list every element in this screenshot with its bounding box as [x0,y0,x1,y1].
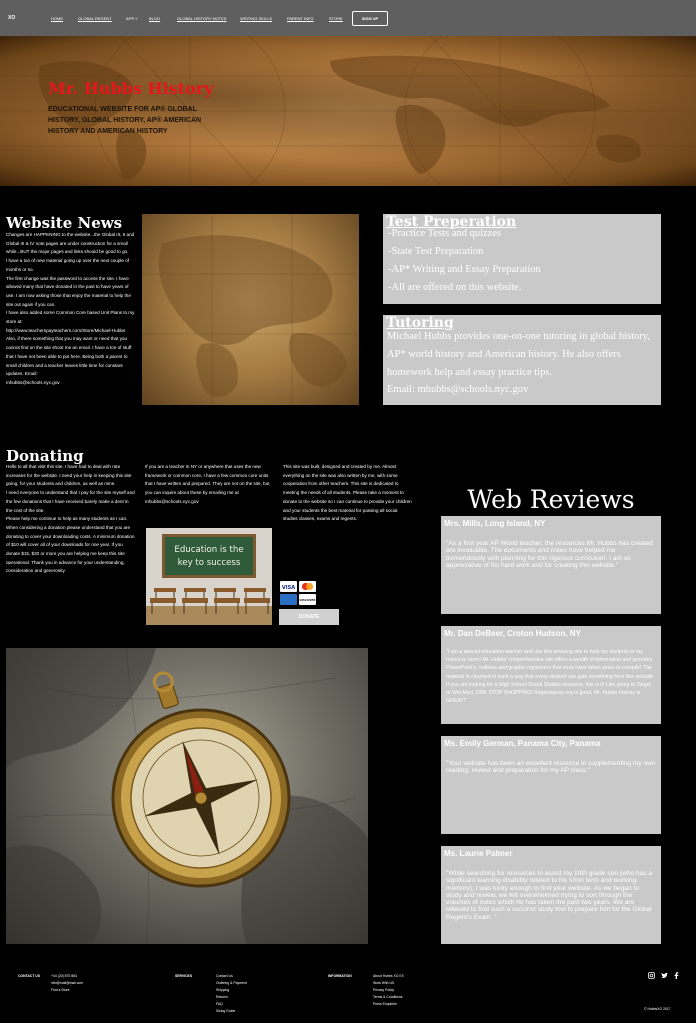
footer-information-heading: INFORMATION [328,974,352,978]
donating-column-2 [145,463,275,507]
footer-link[interactable]: Returns [216,995,228,999]
website-news-heading: Website News [6,214,123,232]
news-paragraph: The first change was the password to access the site. I have allowed many that have donated in the past to have years of use. I am now asking those that enjoy the material to help the site out again if you can. [6,275,131,307]
news-paragraph: Also, if there something that you may want or need that you cannot find on the site shoot me an email. I have a ton of stuff that I have not been able to put here. Being both a parent to small children and a teacher leaves little time for constant updates. Email: [6,336,132,377]
site-title: Mr. Hubbs History [48,79,214,98]
test-preparation-panel [383,214,661,304]
news-email[interactable]: mhubbs@schools.nyc.gov [6,379,60,385]
discover-card-label: DISCOVER [299,598,316,602]
donating-paragraph: I need everyone to understand that I pay for the site myself and the few donations that I have received barely make a dent in the cost of the site. [6,490,135,513]
nav-global-history-notes[interactable]: GLOBAL HISTORY NOTES [177,16,227,21]
footer-link[interactable]: Contact Us [216,974,233,978]
review-card [441,626,661,724]
tutoring-panel [383,315,661,405]
nav-blog[interactable]: BLOG [149,16,161,21]
test-preparation-heading[interactable]: Test Preperation [386,214,517,230]
website-news-text [6,231,136,388]
nav-parent-info[interactable]: PARENT INFO [287,16,314,21]
twitter-icon[interactable] [661,972,668,981]
news-paragraph: Changes are HAPPENING to the website...the Global III, II and Global III & IV note pages are under construction for a small while...BUT the major pages and links should be good to go. [6,232,135,255]
footer-link[interactable]: Privacy Policy [373,988,395,992]
donating-paragraph: When considering a donation please understand that you are donating to cover your downloading costs. A minimum donation of $10 will cover all of your downloads for one year. If you donate $15, $20 or more you are helping me keep this site operational. Thank you in advance for your understanding, consideration and generosity. [6,524,135,574]
donating-paragraph: Hello to all that visit this site. I have had to deal with rate increases for the website. I need your help in keeping this site going, for your students and children, as well as mine. [6,464,132,487]
footer-link[interactable]: Press Enquiries [373,1002,397,1006]
chalkboard-image [146,528,272,625]
compass-on-map-image [6,648,368,944]
store-link[interactable]: http://www.teacherspayteachers.com/Store/Michael-Hubbs [6,327,126,333]
nav-home[interactable]: HOME [51,16,63,21]
footer-link[interactable]: Ordering & Payment [216,981,247,985]
review-card [441,516,661,614]
footer-phone[interactable]: +44 (20) 870 863 [51,974,77,978]
reviewer-name: Mr. Dan DeBeer, Croton Hudson, NY [444,629,581,638]
donating-heading: Donating [6,447,84,465]
donate-button[interactable]: DONATE [279,609,339,625]
web-reviews-heading: Web Reviews [467,485,635,514]
news-paragraph: I have a ton of new material going up over the next couple of months or so. [6,258,130,272]
donating-column-1 [6,463,136,576]
hero-banner [0,36,696,186]
footer-link[interactable]: Shipping [216,988,230,992]
antique-map-image [142,214,359,405]
footer-find-store[interactable]: Find a Store [51,988,70,992]
test-prep-line: -AP* Writing and Essay Preparation [388,264,541,275]
facebook-icon[interactable] [673,972,680,981]
footer-link[interactable]: Terms & Conditions [373,995,403,999]
visa-card-label: VISA [281,585,296,591]
nav-store[interactable]: STORE [329,16,343,21]
tutoring-email[interactable]: Email: mhubbs@schools.nyc.gov [387,384,529,396]
footer-link[interactable]: Work With US [373,981,395,985]
footer-services-heading: SERVICES [175,974,193,978]
donating-paragraph: If you are a teacher in NY or anywhere that uses the new framework or common core, I have a few common core units that I have written and prepared. They are not on the site, but you can inquire about these by emailing me at mhubbs@schools.nyc.gov [145,464,270,504]
reviewer-name: Ms. Laurie Palmer [444,849,513,858]
chalkboard-line-2: key to success [177,558,241,568]
footer-copyright: © HubbsXO 2017 [644,1007,671,1011]
review-text: "Your website has been an excellent resource in supplementing my own reading, review and preparation for my AP class." [446,760,656,775]
news-paragraph: I have also added some Common Core based Unit Plans to my store at: [6,310,135,325]
site-footer [0,961,696,1023]
footer-contact-heading: CONTACT US [18,974,40,978]
review-text: "While searching for resources to assist my 10th grade son (who has a significant learning disability related to his short term and working memory), I was lucky enough to find your website. As we began to study and review, we felt overwhelmed trying to sort through the volumes of notes which he has taken the past two years. We are relieved to find such a succinct study tool to prepare him for the Global Regent's Exam. " [446,870,653,921]
reviewer-name: Ms. Emily German, Panama City, Panama [444,739,601,748]
footer-link[interactable]: Sizing Guide [216,1009,236,1013]
top-nav [0,0,696,36]
site-logo[interactable]: XO [8,15,16,21]
review-card [441,846,661,944]
donating-paragraph: Please help me continue to help as many students as I can. [6,516,128,522]
site-subtitle: EDUCATIONAL WEBSITE FOR AP® GLOBAL HISTORY, GLOBAL HISTORY, AP® AMERICAN HISTORY AND AMERICAN HISTORY [48,106,202,135]
footer-link[interactable]: About Hubbs XO EX [373,974,404,978]
footer-link[interactable]: FAQ [216,1002,223,1006]
review-card [441,736,661,834]
tutoring-heading[interactable]: Tutoring [386,315,454,331]
test-prep-line: -All are offered on this website. [388,282,522,293]
chalkboard-line-1: Education is the [174,545,244,555]
signup-button[interactable]: SIGN UP [352,11,388,26]
test-prep-line: -Practice Tests and quizzes [388,228,502,239]
footer-email[interactable]: info@mail@mail.com [51,981,84,985]
instagram-icon[interactable] [648,972,655,981]
tutoring-text [387,328,659,399]
test-prep-line: -State Test Preparation [388,246,484,257]
reviewer-name: Mrs. Mills, Long Island, NY [444,519,546,528]
review-text: "I am a special education teacher and use this amazing site to help my students in my resource room! Mr. Hubbs' comprehensive site offers a wealth of information and provides PowerPoint's, outlines and graphic organizers that must have taken years to compile! The material is chunked in such a way that every student can gain something from this website. If you are looking for a High School Social Studies resource, this is it! Like going to Target or Wal-Mart, ONE STOP SHOPPING! Regentsprep.org is good, Mr. Hubbs History is GREAT!" [446,649,655,705]
review-text: "As a first year AP World teacher, the resources Mr. Hubbs has created are invaluable. The documents and notes have helped me tremendously with planning for this rigorous curriculum. I am so appreciative of his hard work and for creating this website." [446,540,653,569]
nav-global-regent[interactable]: GLOBAL REGENT [78,16,112,21]
tutoring-description: Michael Hubbs provides one-on-one tutoring in global history, AP* world history and American history. He also offers homework help and essay practice tips. [387,331,650,378]
donating-column-3 [283,463,413,524]
nav-writing-skills[interactable]: WRITING SKILLS [240,16,273,21]
payment-cards-image [280,581,316,605]
donating-paragraph: This site was built, designed and created by me. Almost everything on the site was also written by me, with some cooperation from other teachers. This site is dedicated to meeting the needs of all students. Please take a moment to donate to the website so I can continue to provide your children and your students the best material for passing all social studies classes, exams and regents. [283,464,412,522]
nav-ap-dropdown[interactable]: AP® ˅ [126,16,138,21]
